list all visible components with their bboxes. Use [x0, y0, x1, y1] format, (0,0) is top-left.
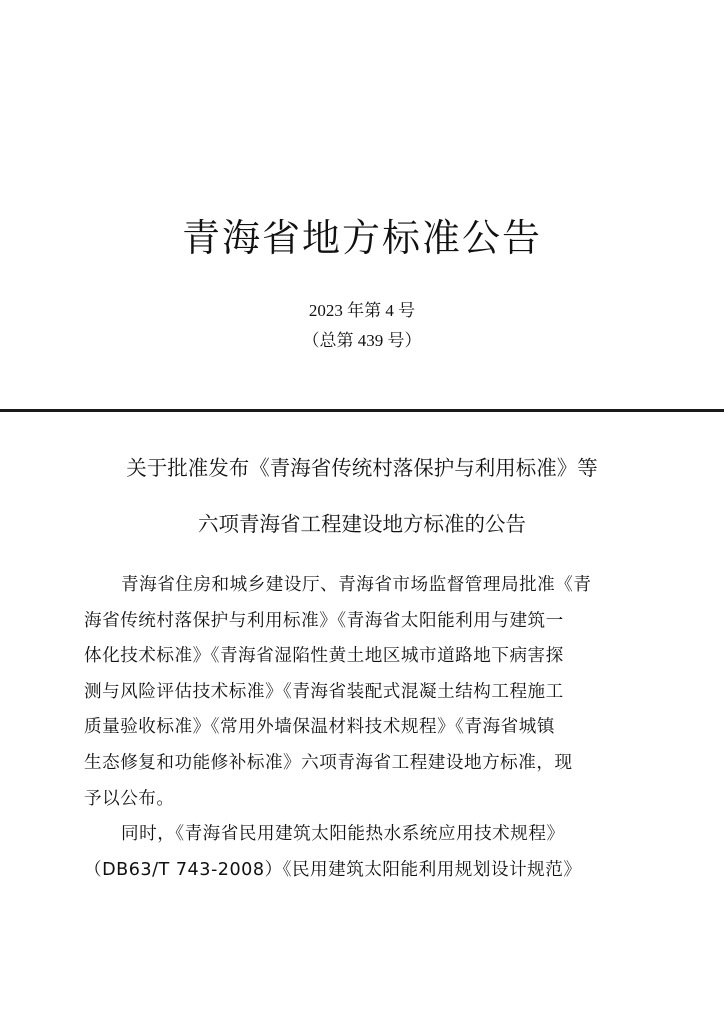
body-line: 予以公布。 — [84, 788, 175, 809]
header-divider — [0, 409, 724, 412]
body-line: 测与风险评估技术标准》《青海省装配式混凝土结构工程施工 — [84, 681, 564, 702]
body-line: （DB63/T 743-2008）《民用建筑太阳能利用规划设计规范》 — [84, 859, 582, 880]
page-title: 青海省地方标准公告 — [181, 216, 542, 260]
issue-number: 2023 年第 4 号 — [308, 301, 416, 320]
body-line: 青海省住房和城乡建设厅、青海省市场监督管理局批准《青 — [121, 575, 592, 595]
body-line: 体化技术标准》《青海省湿陷性黄土地区城市道路地下病害探 — [84, 646, 564, 667]
body-line: 海省传统村落保护与利用标准》《青海省太阳能利用与建筑一 — [84, 610, 564, 631]
body-line: 同时，《青海省民用建筑太阳能热水系统应用技术规程》 — [121, 824, 565, 845]
body-line: 生态修复和功能修补标准》六项青海省工程建设地方标准，现 — [84, 752, 573, 773]
notice-title-line-1: 关于批准发布《青海省传统村落保护与利用标准》等 — [126, 456, 598, 480]
body-line: 质量验收标准》《常用外墙保温材料技术规程》《青海省城镇 — [84, 717, 555, 738]
total-issue-number: （总第 439 号） — [302, 331, 422, 350]
notice-title-line-2: 六项青海省工程建设地方标准的公告 — [198, 512, 526, 536]
notice-body — [84, 568, 642, 888]
